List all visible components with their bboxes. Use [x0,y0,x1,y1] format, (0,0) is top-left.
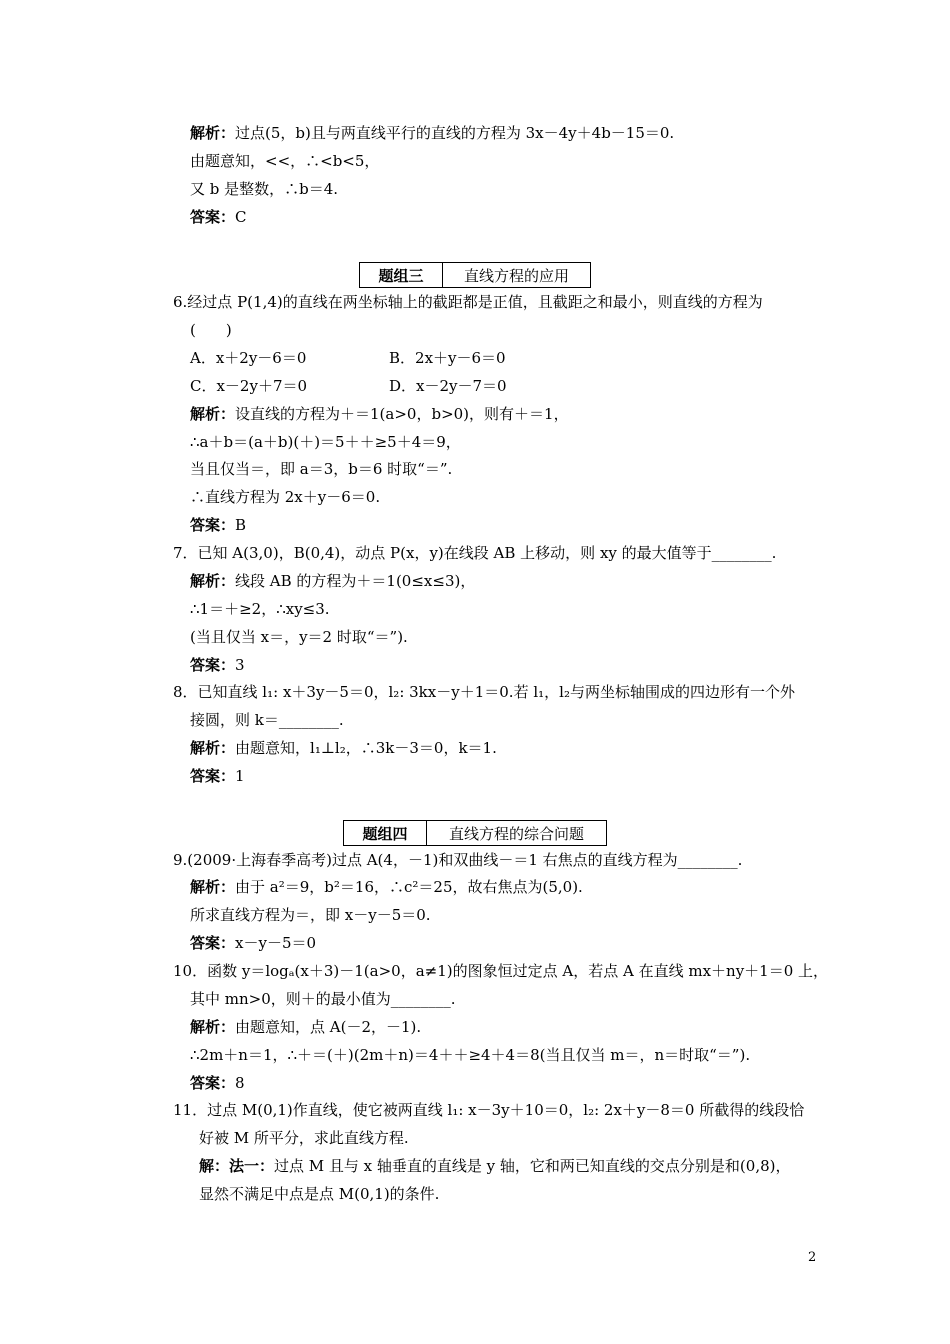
text-line [190,877,583,897]
text-line [190,459,452,479]
line-text: A．x＋2y－6＝0 [190,349,307,367]
line-text: 11．过点 M(0,1)作直线，使它被两直线 l₁: x－3y＋10＝0，l₂: 2x＋y－8＝0 所截得的线段恰 [173,1101,805,1119]
option-b [389,348,506,368]
line-text: (当且仅当 x＝，y＝2 时取“＝”). [190,628,408,646]
text-line [190,151,379,171]
line-text: ∴2m＋n＝1，∴＋＝(＋)(2m＋n)＝4＋＋≥4＋4＝8(当且仅当 m＝，n＝时取“＝”). [190,1046,751,1064]
label-solution: 解：法一： [199,1157,275,1175]
line-text: ( ) [190,321,232,339]
text-line [190,989,456,1009]
text-line [199,1156,790,1176]
line-text: 8．已知直线 l₁: x＋3y－5＝0，l₂: 3kx－y＋1＝0.若 l₁，l₂与两坐标轴围成的四边形有一个外 [173,683,795,701]
question-6 [173,292,763,312]
text-line [190,710,344,730]
page-number: 2 [808,1250,817,1265]
line-text: 9.(2009·上海春季高考)过点 A(4，－1)和双曲线－＝1 右焦点的直线方程为________. [173,851,743,869]
text-line [199,1128,409,1148]
section-header-group3 [359,262,591,288]
line-text: ∴a＋b＝(a＋b)(＋)＝5＋＋≥5＋4＝9， [190,433,461,451]
line-text: 3 [235,656,245,674]
section-title: 直线方程的综合问题 [448,825,584,843]
label-analysis: 解析： [190,572,236,590]
line-text: 又 b 是整数，∴b＝4. [190,180,339,198]
line-text: 10．函数 y＝logₐ(x＋3)－1(a>0，a≠1)的图象恒过定点 A，若点 A 在直线 mx＋ny＋1＝0 上， [173,962,829,980]
text-line [190,320,232,340]
text-line [190,404,569,424]
line-text: D．x－2y－7＝0 [389,377,507,395]
text-line [190,599,330,619]
text-line [190,905,431,925]
label-analysis: 解析： [190,1018,236,1036]
text-line [190,1017,421,1037]
option-c [190,376,307,396]
line-text: 过点 M 且与 x 轴垂直的直线是 y 轴，它和两已知直线的交点分别是和(0,8)， [274,1157,791,1175]
line-text: 好被 M 所平分，求此直线方程. [199,1129,409,1147]
question-7 [173,543,776,563]
text-line [190,179,338,199]
line-text: 8 [235,1074,245,1092]
label-analysis: 解析： [190,124,236,142]
line-text: 7．已知 A(3,0)，B(0,4)，动点 P(x，y)在线段 AB 上移动，则 xy 的最大值等于________. [173,544,777,562]
section-label: 题组三 [360,263,443,287]
line-text: B [235,516,247,534]
text-line [190,1073,245,1093]
text-line [199,1184,439,1204]
line-text: 所求直线方程为＝，即 x－y－5＝0. [190,906,431,924]
line-text: x－y－5＝0 [235,934,317,952]
label-analysis: 解析： [190,878,236,896]
line-text: ∴直线方程为 2x＋y－6＝0. [190,488,381,506]
line-text: 由题意知，<<，∴<b<5， [190,152,380,170]
label-analysis: 解析： [190,739,236,757]
question-9 [173,850,742,870]
text-line [190,933,316,953]
line-text: 6.经过点 P(1,4)的直线在两坐标轴上的截距都是正值，且截距之和最小，则直线的方程为 [173,293,763,311]
option-a [190,348,306,368]
text-line [190,123,674,143]
line-text: ∴1＝＋≥2，∴xy≤3. [190,600,330,618]
text-line [190,571,475,591]
line-text: 显然不满足中点是点 M(0,1)的条件. [199,1185,440,1203]
text-line [190,487,380,507]
label-answer: 答案： [190,934,236,952]
label-analysis: 解析： [190,405,236,423]
text-line [190,515,246,535]
label-answer: 答案： [190,767,236,785]
text-line [190,766,245,786]
text-line [190,655,245,675]
text-line [190,627,408,647]
question-8 [173,682,795,702]
line-text: 由题意知，点 A(－2，－1). [235,1018,422,1036]
line-text: 设直线的方程为＋＝1(a>0，b>0)，则有＋＝1， [235,405,569,423]
option-d [389,376,507,396]
question-10 [173,961,828,981]
line-text: 线段 AB 的方程为＋＝1(0≤x≤3)， [235,572,476,590]
section-title: 直线方程的应用 [463,267,569,285]
label-answer: 答案： [190,516,236,534]
text-line [190,1045,750,1065]
line-text: B．2x＋y－6＝0 [389,349,506,367]
line-text: 由于 a²＝9，b²＝16，∴c²＝25，故右焦点为(5,0). [235,878,583,896]
label-answer: 答案： [190,1074,236,1092]
label-answer: 答案： [190,656,236,674]
line-text: C [235,208,247,226]
label-answer: 答案： [190,208,236,226]
line-text: 接圆，则 k＝________. [190,711,344,729]
text-line [190,738,497,758]
question-11 [173,1100,804,1120]
text-line [190,207,247,227]
section-header-group4 [343,820,607,846]
line-text: 由题意知，l₁⊥l₂，∴3k－3＝0，k＝1. [235,739,497,757]
section-label: 题组四 [344,821,427,845]
line-text: 当且仅当＝，即 a＝3，b＝6 时取“＝”. [190,460,453,478]
line-text: 过点(5，b)且与两直线平行的直线的方程为 3x－4y＋4b－15＝0. [235,124,675,142]
line-text: 其中 mn>0，则＋的最小值为________. [190,990,456,1008]
text-line [190,432,461,452]
line-text: 1 [235,767,245,785]
line-text: C．x－2y＋7＝0 [190,377,308,395]
